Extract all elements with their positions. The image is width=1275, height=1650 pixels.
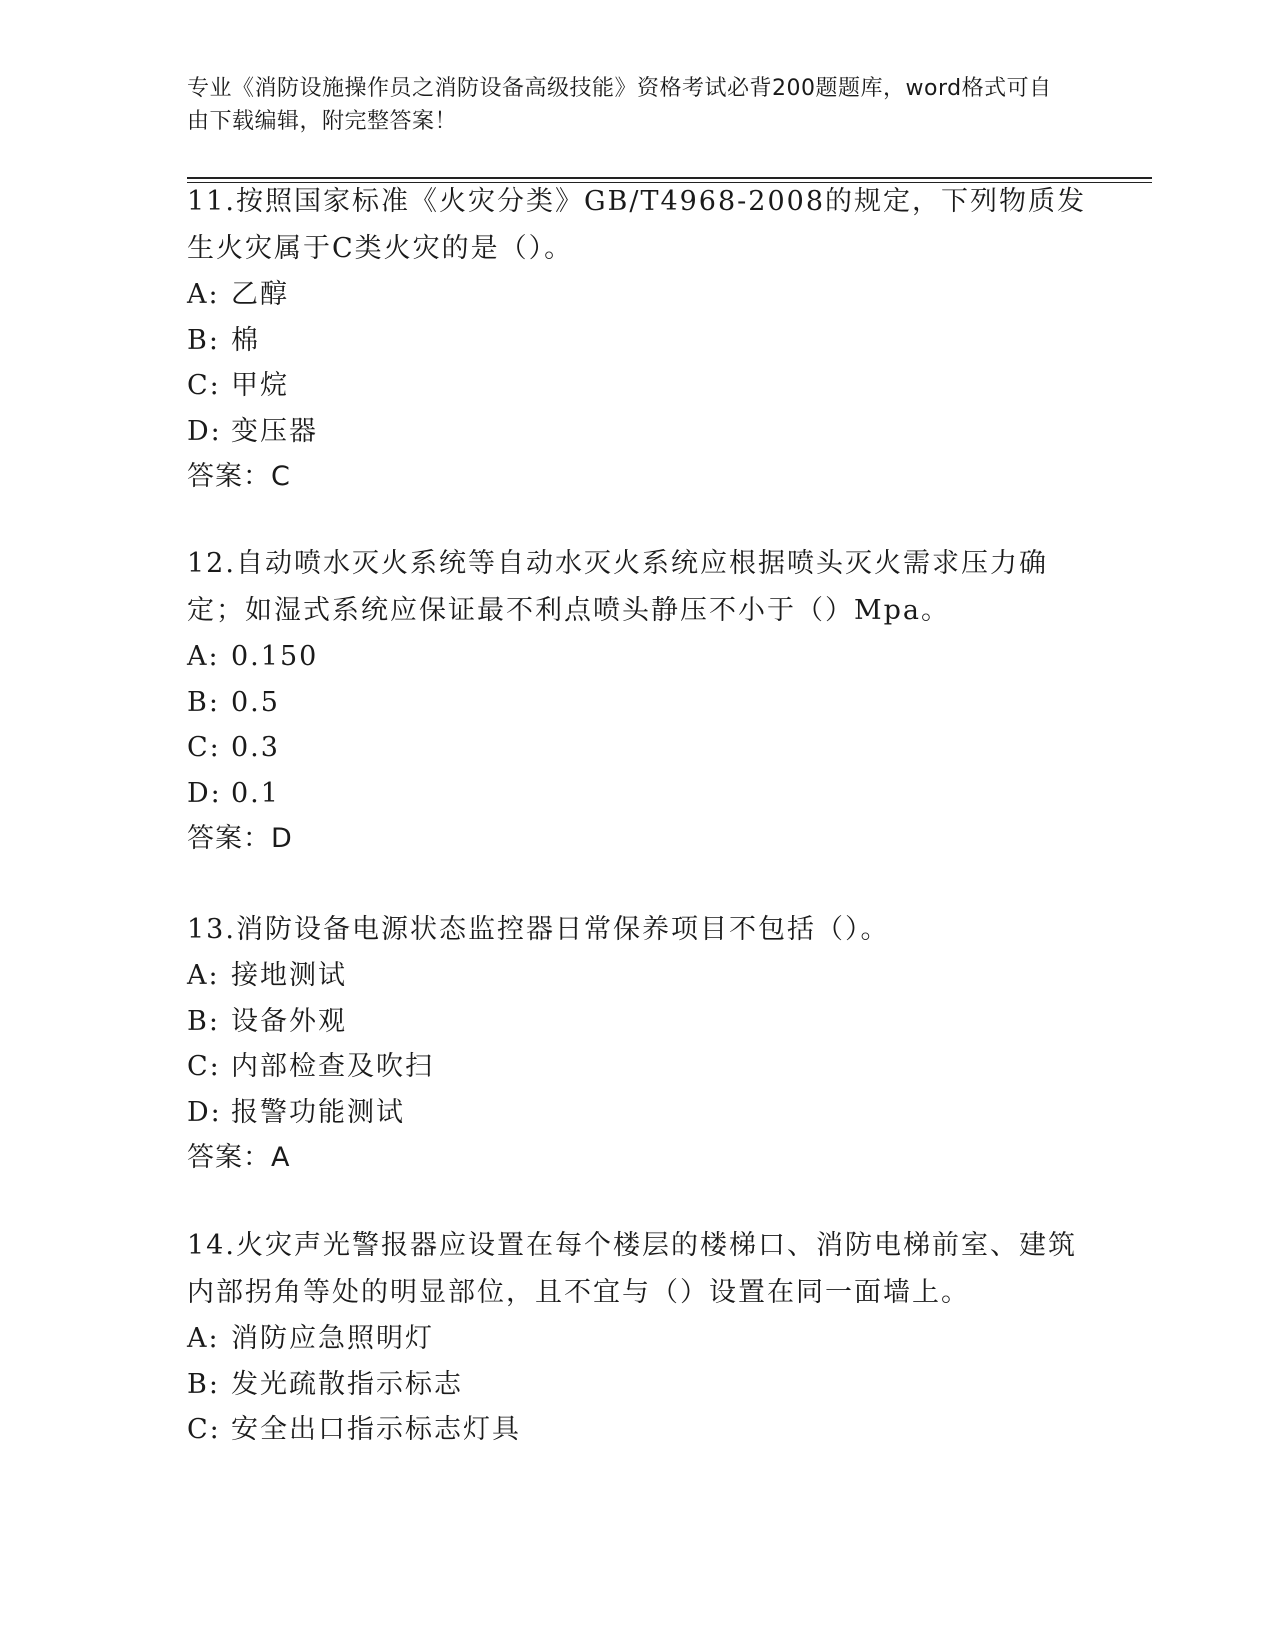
option-d	[187, 771, 1087, 817]
option-label: C:	[187, 1051, 221, 1082]
option-text: 0.3	[231, 732, 280, 763]
option-label: D:	[187, 1096, 222, 1128]
option-label: B:	[187, 324, 220, 356]
option-c	[187, 1044, 1087, 1090]
option-label: D:	[187, 415, 222, 447]
option-c	[187, 725, 1087, 771]
option-text: 发光疏散指示标志	[231, 1368, 463, 1400]
option-text: 安全出口指示标志灯具	[231, 1414, 521, 1445]
option-label: A:	[187, 960, 220, 991]
question-text: 13.消防设备电源状态监控器日常保养项目不包括（）。	[187, 914, 890, 945]
option-a	[187, 1316, 1087, 1362]
option-text: 报警功能测试	[231, 1096, 405, 1128]
option-text: 0.1	[231, 777, 280, 809]
option-label: C:	[187, 370, 221, 401]
option-label: B:	[187, 1005, 220, 1037]
option-label: D:	[187, 777, 222, 809]
option-label: A:	[187, 1323, 220, 1354]
option-label: A:	[187, 641, 220, 672]
option-text: 设备外观	[231, 1005, 347, 1037]
question-13	[187, 906, 1087, 1181]
question-text: 11.按照国家标准《火灾分类》GB/T4968-2008的规定，下列物质发生火灾属于C类火灾的是（）。	[187, 186, 1087, 264]
question-14	[187, 1222, 1087, 1453]
option-a	[187, 634, 1087, 680]
answer: 答案：D	[187, 823, 293, 854]
option-d	[187, 1090, 1087, 1136]
question-12	[187, 540, 1087, 862]
option-a	[187, 272, 1087, 318]
option-text: 接地测试	[231, 960, 347, 991]
option-c	[187, 1407, 1087, 1453]
option-text: 0.5	[231, 686, 280, 718]
option-b	[187, 318, 1087, 364]
option-label: C:	[187, 1414, 221, 1445]
question-text: 14.火灾声光警报器应设置在每个楼层的楼梯口、消防电梯前室、建筑内部拐角等处的明显部位，且不宜与（）设置在同一面墙上。	[187, 1230, 1077, 1308]
option-text: 棉	[231, 324, 260, 356]
answer: 答案：C	[187, 461, 291, 492]
option-text: 甲烷	[231, 370, 289, 401]
option-b	[187, 1362, 1087, 1408]
option-b	[187, 999, 1087, 1045]
question-11	[187, 178, 1087, 500]
option-label: A:	[187, 279, 220, 310]
document-header: 专业《消防设施操作员之消防设备高级技能》资格考试必背200题题库，word格式可自由下载编辑，附完整答案！	[187, 76, 1052, 134]
option-text: 变压器	[231, 415, 318, 447]
option-c	[187, 363, 1087, 409]
option-label: B:	[187, 686, 220, 718]
option-text: 乙醇	[231, 279, 289, 310]
option-label: C:	[187, 732, 221, 763]
option-label: B:	[187, 1368, 220, 1400]
option-text: 内部检查及吹扫	[231, 1051, 434, 1082]
option-text: 消防应急照明灯	[231, 1323, 434, 1354]
option-b	[187, 680, 1087, 726]
question-text: 12.自动喷水灭火系统等自动水灭火系统应根据喷头灭火需求压力确定；如湿式系统应保证最不利点喷头静压不小于（）Mpa。	[187, 548, 1048, 626]
answer: 答案：A	[187, 1142, 291, 1173]
option-text: 0.150	[231, 641, 319, 672]
option-a	[187, 953, 1087, 999]
option-d	[187, 409, 1087, 455]
